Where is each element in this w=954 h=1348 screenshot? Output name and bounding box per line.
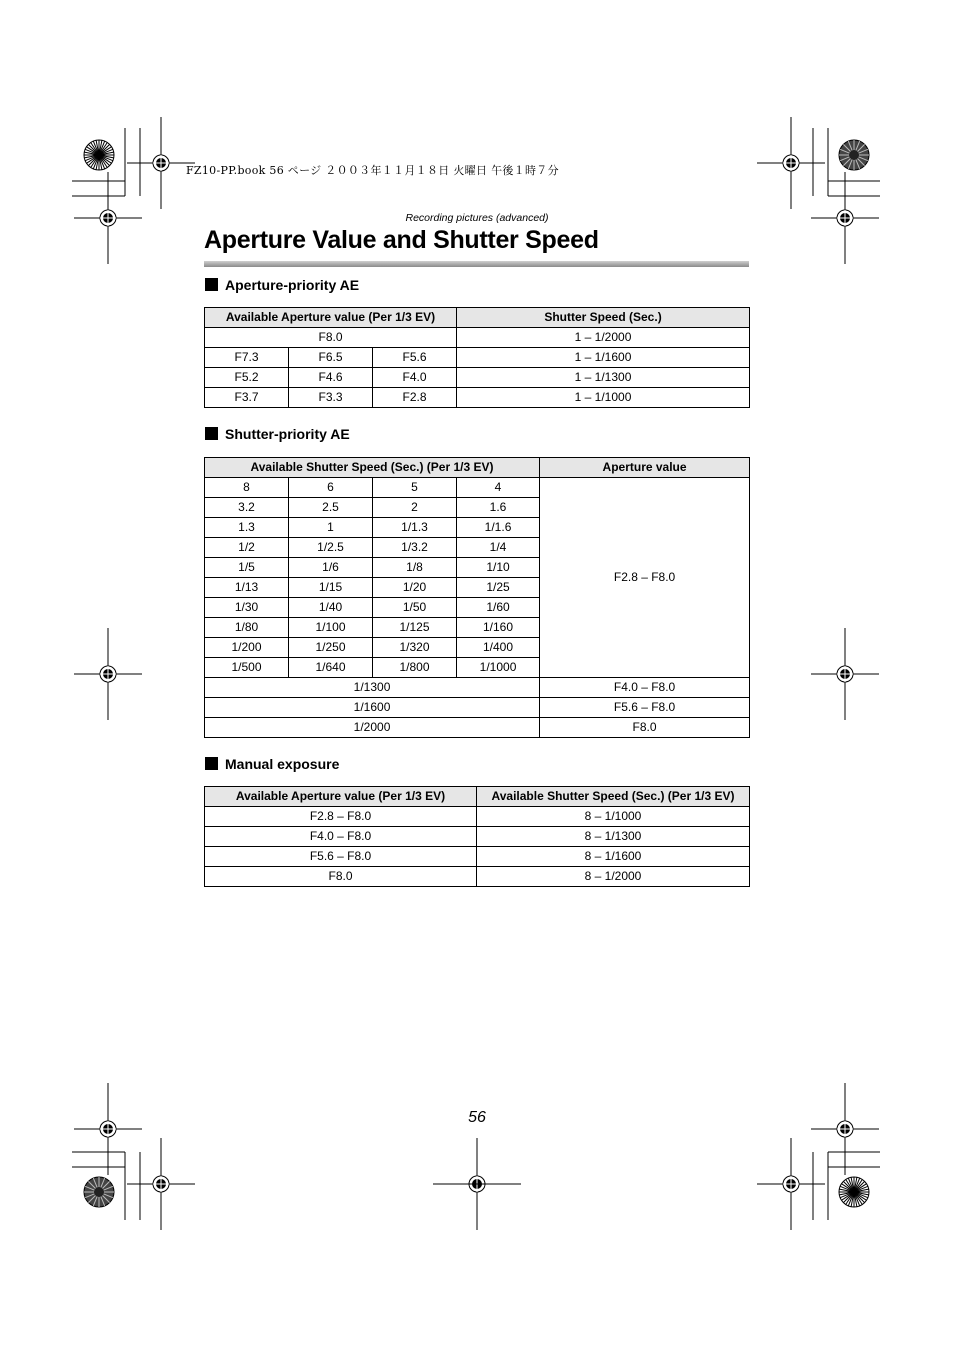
section-heading-text: Aperture-priority AE — [225, 277, 360, 293]
table-cell: 1/4 — [457, 538, 540, 558]
table-cell: 1/1.6 — [457, 518, 540, 538]
table-cell: 1/5 — [205, 558, 289, 578]
table-row — [205, 827, 750, 847]
table-row — [205, 698, 750, 718]
table-cell: 1/1300 — [205, 678, 540, 698]
shutter-priority-table — [204, 457, 750, 738]
table-cell: 1/60 — [457, 598, 540, 618]
table-header: Available Shutter Speed (Sec.) (Per 1/3 EV) — [205, 458, 540, 478]
table-cell: 1 – 1/1600 — [457, 348, 750, 368]
table-row — [205, 478, 750, 498]
section-heading-aperture-priority — [205, 277, 359, 293]
table-cell: F4.6 — [289, 368, 373, 388]
table-header: Available Shutter Speed (Sec.) (Per 1/3 EV) — [477, 787, 750, 807]
table-header: Aperture value — [540, 458, 750, 478]
table-cell: F3.3 — [289, 388, 373, 408]
table-cell: 1 — [289, 518, 373, 538]
book-file-line: FZ10-PP.book 56 ページ ２００３年１１月１８日 火曜日 午後１時７分 — [186, 164, 559, 177]
table-cell: 1/80 — [205, 618, 289, 638]
table-row — [205, 678, 750, 698]
table-cell: F5.6 – F8.0 — [540, 698, 750, 718]
table-cell: F2.8 – F8.0 — [205, 807, 477, 827]
table-cell: 1/6 — [289, 558, 373, 578]
table-cell: 1/20 — [373, 578, 457, 598]
table-cell: 1/50 — [373, 598, 457, 618]
table-cell: 1/400 — [457, 638, 540, 658]
page-number: 56 — [468, 1109, 486, 1126]
square-bullet-icon — [205, 757, 218, 770]
table-cell: 1/1600 — [205, 698, 540, 718]
table-row — [205, 807, 750, 827]
table-row — [205, 847, 750, 867]
table-cell: 4 — [457, 478, 540, 498]
table-cell: 1/160 — [457, 618, 540, 638]
table-row — [205, 328, 750, 348]
manual-exposure-table — [204, 786, 750, 887]
table-row — [205, 718, 750, 738]
table-cell: F5.2 — [205, 368, 289, 388]
table-cell: 1/1000 — [457, 658, 540, 678]
table-cell: 1/13 — [205, 578, 289, 598]
table-cell: F4.0 — [373, 368, 457, 388]
square-bullet-icon — [205, 427, 218, 440]
table-cell: 1/30 — [205, 598, 289, 618]
running-title: Recording pictures (advanced) — [405, 212, 549, 224]
table-cell: 1/200 — [205, 638, 289, 658]
table-cell: 1/500 — [205, 658, 289, 678]
table-cell: 8 — [205, 478, 289, 498]
table-cell: 5 — [373, 478, 457, 498]
table-cell: 1/3.2 — [373, 538, 457, 558]
table-row — [205, 388, 750, 408]
table-cell: 1/25 — [457, 578, 540, 598]
aperture-priority-table — [204, 307, 750, 408]
table-cell: 2.5 — [289, 498, 373, 518]
table-cell: 1/8 — [373, 558, 457, 578]
table-row — [205, 867, 750, 887]
table-cell: 1/320 — [373, 638, 457, 658]
section-heading-shutter-priority — [205, 426, 350, 442]
table-cell: 1.6 — [457, 498, 540, 518]
table-cell: 1 – 1/2000 — [457, 328, 750, 348]
table-cell: 1/10 — [457, 558, 540, 578]
table-cell: 1/250 — [289, 638, 373, 658]
table-cell: 1/1.3 — [373, 518, 457, 538]
table-cell: 8 – 1/1000 — [477, 807, 750, 827]
table-cell: 1/15 — [289, 578, 373, 598]
table-cell: 1 – 1/1000 — [457, 388, 750, 408]
table-cell: 1/2.5 — [289, 538, 373, 558]
table-cell: F3.7 — [205, 388, 289, 408]
table-cell: F6.5 — [289, 348, 373, 368]
table-row — [205, 368, 750, 388]
table-cell: 8 – 1/1600 — [477, 847, 750, 867]
table-cell: 2 — [373, 498, 457, 518]
table-cell: 1/800 — [373, 658, 457, 678]
table-cell: 3.2 — [205, 498, 289, 518]
merged-aperture-cell: F2.8 – F8.0 — [540, 478, 750, 678]
table-cell: F8.0 — [205, 867, 477, 887]
table-row — [205, 348, 750, 368]
table-cell: 8 – 1/1300 — [477, 827, 750, 847]
table-cell: F5.6 — [373, 348, 457, 368]
table-cell: F2.8 — [373, 388, 457, 408]
table-cell: 1/40 — [289, 598, 373, 618]
square-bullet-icon — [205, 278, 218, 291]
table-header: Available Aperture value (Per 1/3 EV) — [205, 787, 477, 807]
table-cell: 8 – 1/2000 — [477, 867, 750, 887]
table-header: Shutter Speed (Sec.) — [457, 308, 750, 328]
table-cell: 1.3 — [205, 518, 289, 538]
section-heading-text: Manual exposure — [225, 756, 340, 772]
table-cell: F7.3 — [205, 348, 289, 368]
table-cell: 1/2000 — [205, 718, 540, 738]
table-header: Available Aperture value (Per 1/3 EV) — [205, 308, 457, 328]
table-cell: F8.0 — [205, 328, 457, 348]
section-heading-text: Shutter-priority AE — [225, 426, 350, 442]
table-cell: 6 — [289, 478, 373, 498]
table-cell: F5.6 – F8.0 — [205, 847, 477, 867]
table-cell: 1/100 — [289, 618, 373, 638]
section-heading-manual-exposure — [205, 756, 339, 772]
page-title: Aperture Value and Shutter Speed — [204, 226, 599, 254]
table-cell: F8.0 — [540, 718, 750, 738]
table-cell: F4.0 – F8.0 — [540, 678, 750, 698]
title-rule — [204, 261, 749, 267]
table-cell: F4.0 – F8.0 — [205, 827, 477, 847]
table-cell: 1/125 — [373, 618, 457, 638]
table-cell: 1/640 — [289, 658, 373, 678]
table-cell: 1 – 1/1300 — [457, 368, 750, 388]
table-cell: 1/2 — [205, 538, 289, 558]
